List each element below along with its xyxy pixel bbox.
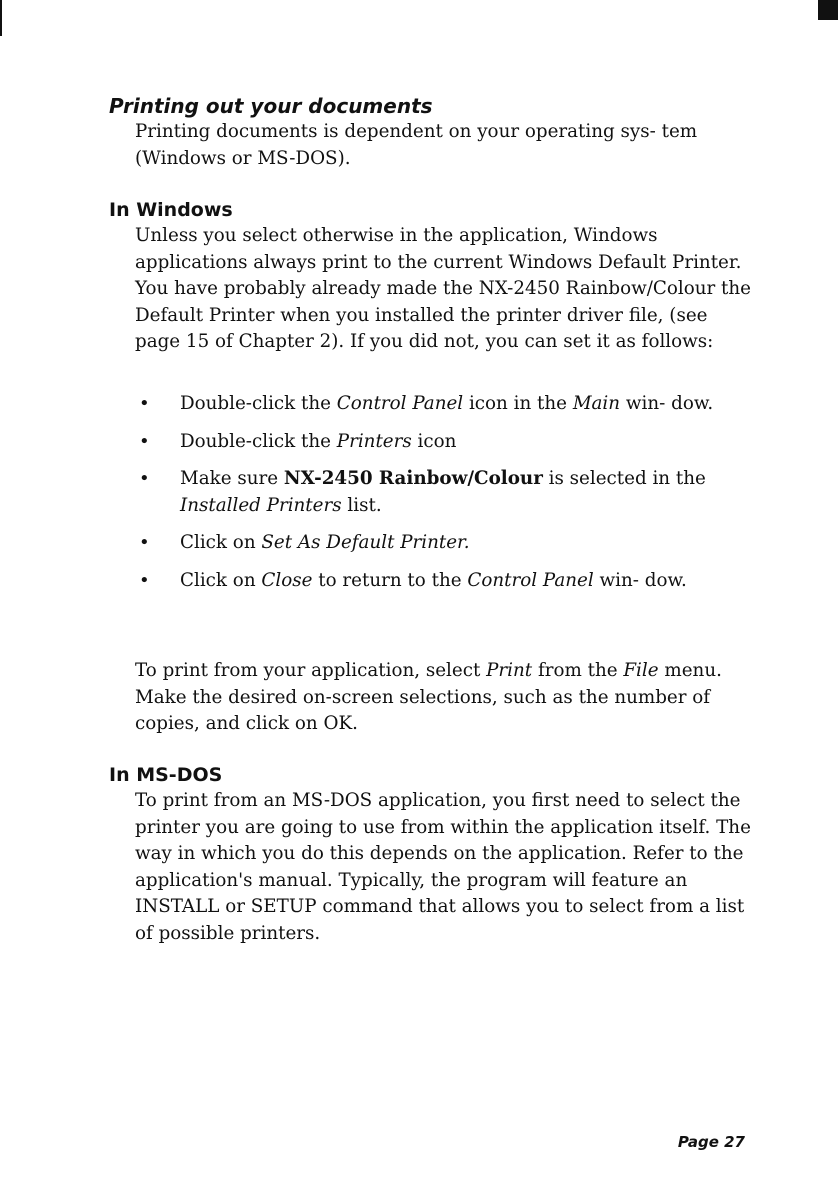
control-panel-ref: Control Panel	[336, 393, 464, 414]
printers-ref: Printers	[336, 430, 412, 452]
list-item: • Make sure NX-2450 Rainbow/Colour is selected in the Installed Printers list.	[139, 468, 706, 516]
windows-steps-list	[135, 391, 755, 605]
list-item: • Double-click the Printers icon	[135, 429, 755, 456]
printer-name: NX-2450 Rainbow/Colour	[283, 468, 543, 489]
set-default-ref: Set As Default Printer.	[261, 532, 470, 553]
control-panel-ref: Control Panel	[467, 569, 594, 591]
heading-msdos: In MS-DOS	[109, 764, 223, 786]
file-menu-ref: File	[623, 660, 659, 681]
bullet-icon: •	[139, 393, 150, 414]
bullet-icon: •	[139, 430, 150, 452]
scan-corner-mark	[818, 0, 838, 20]
windows-intro: Unless you select otherwise in the application, Windows applications always print to the current Windows Default Printer. You have probably already made the NX-2450 Rainbow/Colour the Default Printer when you installed the printer driver file, (see page 15 of Chapter 2). If you did not, you can set it as follows:	[135, 225, 752, 352]
heading-windows: In Windows	[109, 199, 233, 221]
scan-edge-mark	[0, 0, 2, 36]
bullet-icon: •	[139, 532, 150, 553]
main-window-ref: Main	[572, 393, 621, 414]
print-menu-ref: Print	[486, 660, 533, 681]
list-item: • Click on Close to return to the Control Panel win- dow.	[135, 568, 755, 595]
section-title: Printing out your documents	[109, 94, 433, 118]
bullet-icon: •	[139, 468, 150, 489]
close-ref: Close	[261, 569, 313, 591]
installed-printers-ref: Installed Printers	[180, 494, 342, 516]
windows-outro: To print from your application, select Print from the File menu. Make the desired on-screen selections, such as the number of copies, and click on OK.	[135, 660, 722, 734]
bullet-icon: •	[139, 569, 150, 591]
list-item: • Double-click the Control Panel icon in the Main win- dow.	[135, 391, 755, 418]
msdos-body: To print from an MS-DOS application, you first need to select the printer you are going to use from within the application itself. The way in which you do this depends on the application. Refer to the application's manual. Typically, the program will feature an INSTALL or SETUP command that allows you to select from a list of possible printers.	[135, 790, 751, 944]
section-intro: Printing documents is dependent on your operating sys- tem (Windows or MS-DOS).	[135, 121, 698, 169]
page-number: Page 27	[677, 1133, 745, 1151]
list-item: • Click on Set As Default Printer.	[135, 530, 755, 557]
